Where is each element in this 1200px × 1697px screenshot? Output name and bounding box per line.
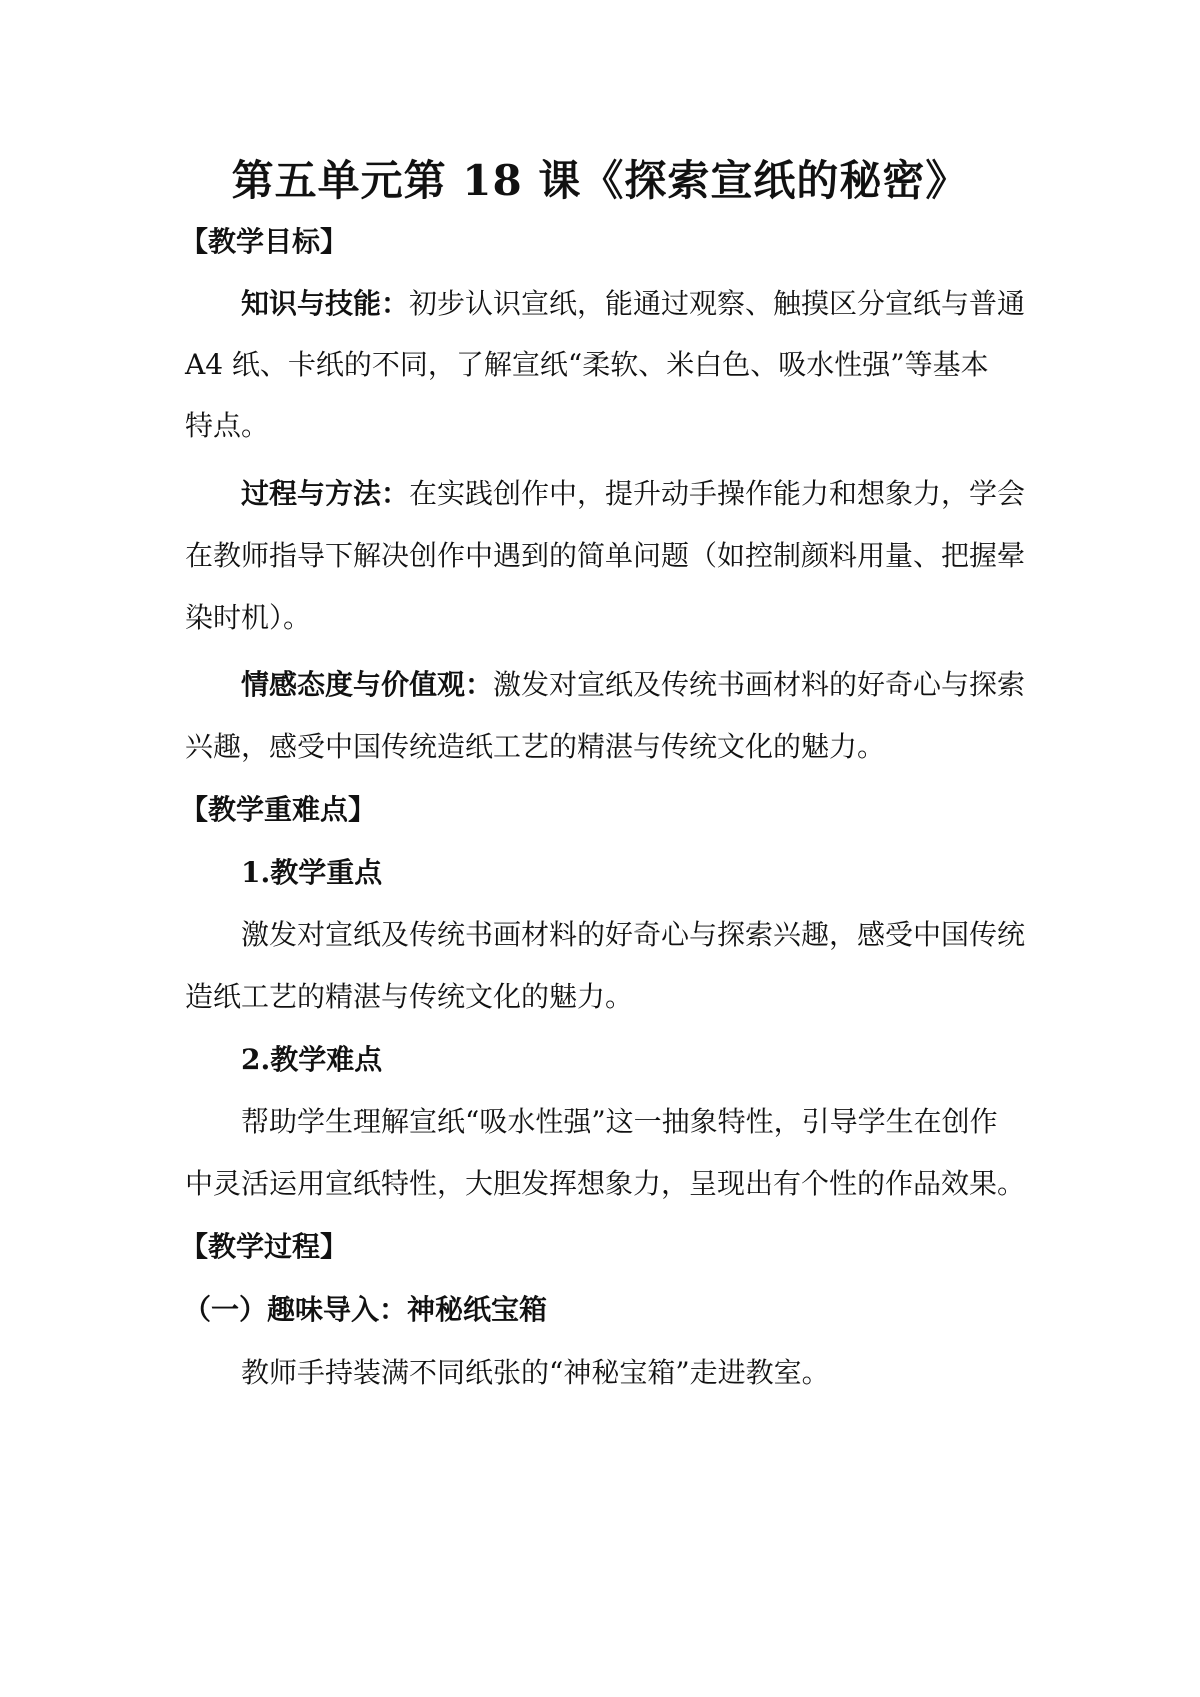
key-point-line-1: 激发对宣纸及传统书画材料的好奇心与探索兴趣，感受中国传统 bbox=[241, 918, 1026, 951]
process-line-1 bbox=[241, 474, 1025, 514]
process-heading: 【教学过程】 bbox=[180, 1230, 349, 1263]
process-label: 过程与方法： bbox=[241, 477, 410, 510]
difficulty-line-2: 中灵活运用宣纸特性，大胆发挥想象力，呈现出有个性的作品效果。 bbox=[185, 1167, 1026, 1200]
process-line-3: 染时机）。 bbox=[185, 601, 312, 634]
emotion-line-1 bbox=[241, 665, 1025, 705]
knowledge-text-1: 初步认识宣纸，能通过观察、触摸区分宣纸与普通 bbox=[409, 287, 1026, 320]
step1-heading: （一）趣味导入：神秘纸宝箱 bbox=[183, 1293, 548, 1326]
process-line-2: 在教师指导下解决创作中遇到的简单问题（如控制颜料用量、把握晕 bbox=[185, 539, 1026, 572]
key-points-heading: 【教学重难点】 bbox=[180, 793, 377, 826]
objectives-heading: 【教学目标】 bbox=[180, 225, 349, 258]
key-point-line-2: 造纸工艺的精湛与传统文化的魅力。 bbox=[185, 980, 634, 1013]
difficulty-line-1: 帮助学生理解宣纸“吸水性强”这一抽象特性，引导学生在创作 bbox=[241, 1105, 998, 1138]
key-point-label: 1.教学重点 bbox=[241, 856, 383, 889]
emotion-text-1: 激发对宣纸及传统书画材料的好奇心与探索 bbox=[493, 668, 1026, 701]
page-title: 第五单元第 18 课《探索宣纸的秘密》 bbox=[231, 156, 969, 205]
step1-line-1: 教师手持装满不同纸张的“神秘宝箱”走进教室。 bbox=[241, 1356, 830, 1389]
emotion-label: 情感态度与价值观： bbox=[241, 668, 494, 701]
knowledge-line-2: A4 纸、卡纸的不同，了解宣纸“柔软、米白色、吸水性强”等基本 bbox=[185, 348, 989, 381]
knowledge-line-1 bbox=[241, 284, 1025, 324]
knowledge-label: 知识与技能： bbox=[241, 287, 410, 320]
knowledge-line-3: 特点。 bbox=[185, 409, 270, 442]
difficulty-label: 2.教学难点 bbox=[241, 1043, 383, 1076]
emotion-line-2: 兴趣，感受中国传统造纸工艺的精湛与传统文化的魅力。 bbox=[185, 730, 886, 763]
process-text-1: 在实践创作中，提升动手操作能力和想象力，学会 bbox=[409, 477, 1026, 510]
